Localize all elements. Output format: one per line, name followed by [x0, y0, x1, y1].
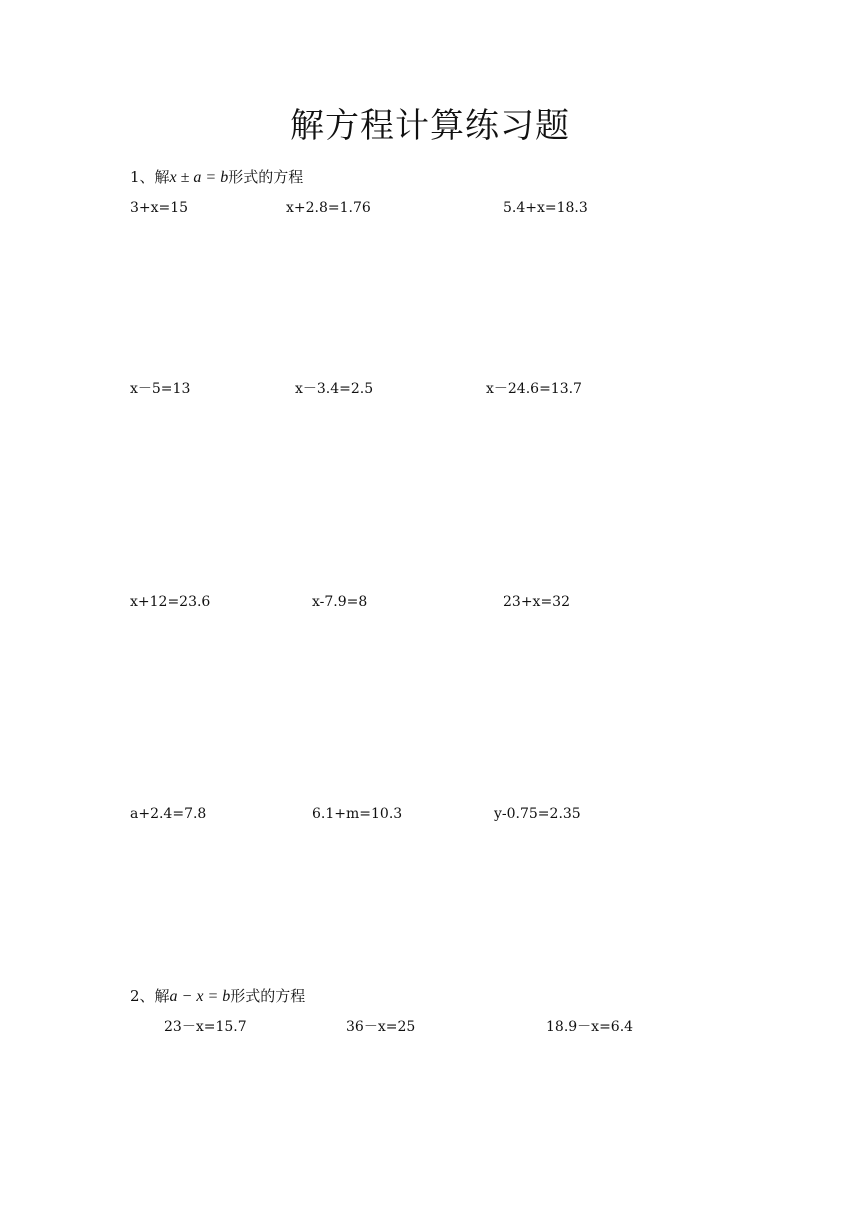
- section-2-prefix: 2、解: [130, 987, 170, 1005]
- equation: 36－x=25: [346, 1019, 416, 1035]
- page-title: 解方程计算练习题: [290, 106, 570, 146]
- equation: y-0.75=2.35: [494, 806, 581, 822]
- equation: x－24.6=13.7: [486, 381, 582, 397]
- section-1-heading: [130, 167, 303, 188]
- section-2-formula: a − x = b: [169, 988, 231, 1005]
- equation: 5.4+x=18.3: [503, 200, 588, 216]
- equation: x+12=23.6: [130, 594, 211, 610]
- section-1-suffix: 形式的方程: [228, 168, 304, 186]
- equation: x-7.9=8: [312, 594, 368, 610]
- equation: 6.1+m=10.3: [312, 806, 403, 822]
- equation: 23+x=32: [503, 594, 570, 610]
- equation: x－3.4=2.5: [295, 381, 374, 397]
- section-1-prefix: 1、解: [130, 168, 170, 186]
- equation: 23－x=15.7: [164, 1019, 247, 1035]
- equation: a+2.4=7.8: [130, 806, 207, 822]
- section-2-heading: [130, 986, 305, 1007]
- equation: 3+x=15: [130, 200, 189, 216]
- section-2-suffix: 形式的方程: [230, 987, 306, 1005]
- section-1-formula: x ± a = b: [169, 169, 229, 186]
- equation: x－5=13: [130, 381, 191, 397]
- equation: x+2.8=1.76: [286, 200, 371, 216]
- equation: 18.9－x=6.4: [546, 1019, 634, 1035]
